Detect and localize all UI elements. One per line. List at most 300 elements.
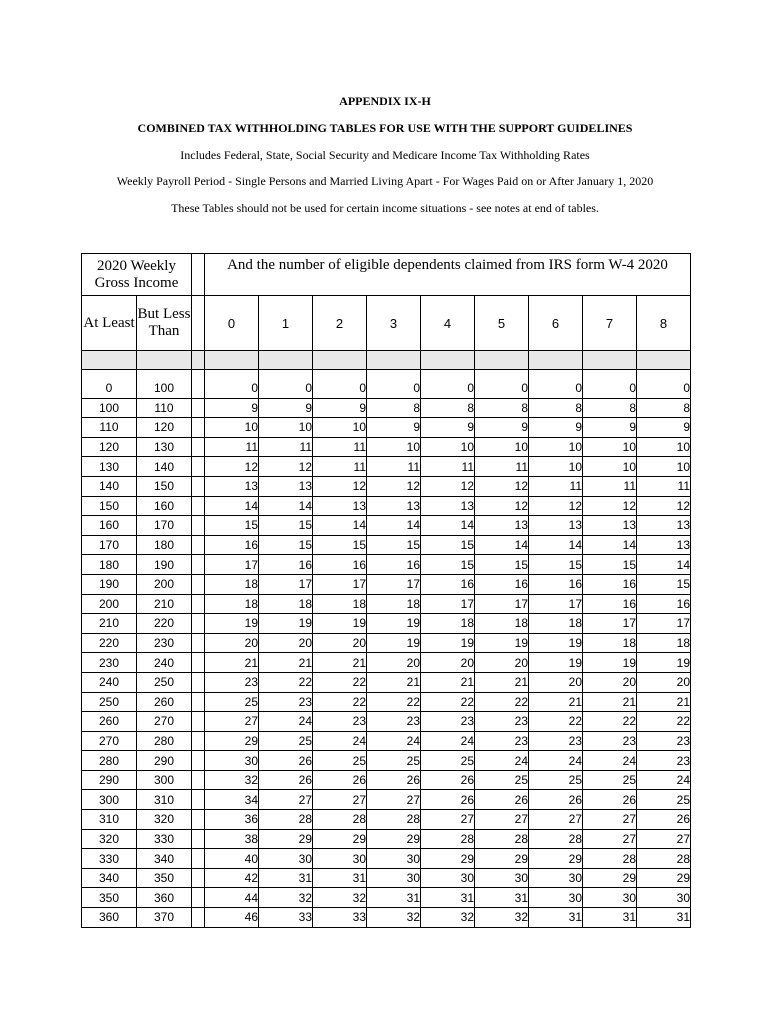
withholding-value-cell: 26: [259, 751, 313, 771]
spacer-cell: [192, 614, 205, 634]
withholding-value-cell: 19: [637, 653, 691, 673]
withholding-value-cell: 26: [259, 770, 313, 790]
withholding-value-cell: 11: [421, 457, 475, 477]
less-than-cell: 260: [137, 692, 192, 712]
less-than-cell: 120: [137, 418, 192, 438]
spacer-cell: [192, 437, 205, 457]
withholding-value-cell: 30: [367, 849, 421, 869]
less-than-cell: 220: [137, 614, 192, 634]
withholding-value-cell: 28: [259, 810, 313, 830]
withholding-value-cell: 23: [583, 731, 637, 751]
at-least-cell: 240: [82, 672, 137, 692]
spacer-cell: [192, 555, 205, 575]
withholding-value-cell: 17: [259, 574, 313, 594]
withholding-value-cell: 21: [313, 653, 367, 673]
withholding-value-cell: 10: [529, 457, 583, 477]
withholding-value-cell: 29: [259, 829, 313, 849]
withholding-value-cell: 28: [421, 829, 475, 849]
withholding-value-cell: 28: [367, 810, 421, 830]
withholding-value-cell: 10: [205, 418, 259, 438]
withholding-value-cell: 13: [205, 476, 259, 496]
withholding-value-cell: 16: [205, 535, 259, 555]
at-least-cell: 230: [82, 653, 137, 673]
withholding-value-cell: 19: [583, 653, 637, 673]
withholding-value-cell: 14: [313, 516, 367, 536]
withholding-value-cell: 13: [475, 516, 529, 536]
table-row: [82, 437, 691, 457]
withholding-value-cell: 19: [313, 614, 367, 634]
withholding-value-cell: 32: [205, 770, 259, 790]
withholding-value-cell: 30: [583, 888, 637, 908]
withholding-value-cell: 0: [529, 379, 583, 398]
less-than-cell: 110: [137, 398, 192, 418]
less-than-cell: 100: [137, 379, 192, 398]
withholding-value-cell: 22: [529, 712, 583, 732]
table-row: [82, 555, 691, 575]
table-row: [82, 849, 691, 869]
withholding-value-cell: 15: [475, 555, 529, 575]
withholding-value-cell: 29: [475, 849, 529, 869]
subtitle-notes: These Tables should not be used for certain income situations - see notes at end of tables.: [171, 201, 599, 215]
withholding-value-cell: 8: [475, 398, 529, 418]
at-least-cell: 220: [82, 633, 137, 653]
at-least-cell: 290: [82, 770, 137, 790]
withholding-value-cell: 28: [583, 849, 637, 869]
dependents-column-header: 6: [529, 296, 583, 351]
spacer-cell: [192, 457, 205, 477]
spacer-cell: [192, 516, 205, 536]
less-than-cell: 270: [137, 712, 192, 732]
withholding-value-cell: 13: [421, 496, 475, 516]
withholding-value-cell: 31: [421, 888, 475, 908]
at-least-cell: 360: [82, 908, 137, 928]
dependents-column-header: 8: [637, 296, 691, 351]
withholding-value-cell: 11: [367, 457, 421, 477]
withholding-value-cell: 14: [421, 516, 475, 536]
withholding-value-cell: 10: [367, 437, 421, 457]
withholding-value-cell: 27: [421, 810, 475, 830]
withholding-value-cell: 11: [637, 476, 691, 496]
withholding-value-cell: 17: [637, 614, 691, 634]
withholding-value-cell: 30: [313, 849, 367, 869]
withholding-value-cell: 27: [583, 810, 637, 830]
withholding-value-cell: 26: [529, 790, 583, 810]
spacer-cell: [192, 712, 205, 732]
withholding-value-cell: 17: [313, 574, 367, 594]
withholding-value-cell: 27: [205, 712, 259, 732]
table-row: [82, 398, 691, 418]
table-row: [82, 672, 691, 692]
withholding-value-cell: 40: [205, 849, 259, 869]
at-least-cell: 300: [82, 790, 137, 810]
table-row: [82, 418, 691, 438]
withholding-value-cell: 23: [313, 712, 367, 732]
withholding-value-cell: 11: [583, 476, 637, 496]
withholding-value-cell: 24: [421, 731, 475, 751]
withholding-value-cell: 16: [583, 594, 637, 614]
withholding-value-cell: 17: [475, 594, 529, 614]
at-least-cell: 120: [82, 437, 137, 457]
withholding-value-cell: 10: [259, 418, 313, 438]
spacer-cell: [192, 908, 205, 928]
withholding-value-cell: 22: [259, 672, 313, 692]
appendix-title: APPENDIX IX-H: [339, 94, 431, 108]
withholding-value-cell: 16: [313, 555, 367, 575]
withholding-value-cell: 18: [529, 614, 583, 634]
withholding-value-cell: 21: [367, 672, 421, 692]
spacer-cell: [192, 594, 205, 614]
withholding-value-cell: 28: [637, 849, 691, 869]
spacer-cell: [192, 868, 205, 888]
at-least-cell: 170: [82, 535, 137, 555]
withholding-value-cell: 17: [367, 574, 421, 594]
withholding-value-cell: 24: [367, 731, 421, 751]
spacer-cell: [192, 296, 205, 351]
withholding-value-cell: 9: [475, 418, 529, 438]
less-than-cell: 330: [137, 829, 192, 849]
withholding-value-cell: 0: [313, 379, 367, 398]
withholding-value-cell: 15: [529, 555, 583, 575]
less-than-cell: 240: [137, 653, 192, 673]
withholding-value-cell: 18: [583, 633, 637, 653]
withholding-value-cell: 20: [259, 633, 313, 653]
withholding-value-cell: 16: [583, 574, 637, 594]
less-than-cell: 160: [137, 496, 192, 516]
at-least-cell: 110: [82, 418, 137, 438]
withholding-value-cell: 24: [475, 751, 529, 771]
withholding-value-cell: 23: [367, 712, 421, 732]
at-least-cell: 340: [82, 868, 137, 888]
withholding-value-cell: 17: [529, 594, 583, 614]
withholding-value-cell: 8: [583, 398, 637, 418]
spacer-cell: [192, 810, 205, 830]
table-row: [82, 516, 691, 536]
withholding-value-cell: 32: [259, 888, 313, 908]
withholding-value-cell: 19: [421, 633, 475, 653]
withholding-value-cell: 23: [637, 731, 691, 751]
withholding-value-cell: 24: [529, 751, 583, 771]
subtitle-payroll-period: Weekly Payroll Period - Single Persons and Married Living Apart - For Wages Paid on or After January 1, 2020: [116, 174, 654, 188]
withholding-value-cell: 25: [529, 770, 583, 790]
at-least-cell: 160: [82, 516, 137, 536]
withholding-value-cell: 20: [421, 653, 475, 673]
withholding-value-cell: 17: [205, 555, 259, 575]
withholding-value-cell: 23: [637, 751, 691, 771]
withholding-value-cell: 26: [367, 770, 421, 790]
at-least-cell: 150: [82, 496, 137, 516]
withholding-value-cell: 15: [313, 535, 367, 555]
withholding-value-cell: 13: [583, 516, 637, 536]
withholding-value-cell: 17: [583, 614, 637, 634]
withholding-value-cell: 10: [475, 437, 529, 457]
withholding-value-cell: 27: [259, 790, 313, 810]
withholding-value-cell: 13: [637, 535, 691, 555]
withholding-value-cell: 25: [259, 731, 313, 751]
spacer-cell: [192, 849, 205, 869]
dependents-column-header: 7: [583, 296, 637, 351]
withholding-value-cell: 11: [259, 437, 313, 457]
shaded-separator-row: [82, 351, 691, 370]
withholding-value-cell: 20: [205, 633, 259, 653]
withholding-value-cell: 10: [313, 418, 367, 438]
spacer-cell: [192, 418, 205, 438]
withholding-value-cell: 11: [313, 437, 367, 457]
less-than-cell: 190: [137, 555, 192, 575]
withholding-value-cell: 18: [475, 614, 529, 634]
withholding-value-cell: 19: [367, 614, 421, 634]
withholding-value-cell: 28: [475, 829, 529, 849]
withholding-value-cell: 29: [637, 868, 691, 888]
withholding-value-cell: 9: [367, 418, 421, 438]
withholding-value-cell: 20: [637, 672, 691, 692]
at-least-cell: 100: [82, 398, 137, 418]
withholding-value-cell: 23: [475, 712, 529, 732]
spacer-cell: [192, 379, 205, 398]
withholding-value-cell: 18: [421, 614, 475, 634]
table-row: [82, 653, 691, 673]
withholding-value-cell: 8: [421, 398, 475, 418]
less-than-cell: 360: [137, 888, 192, 908]
withholding-value-cell: 24: [637, 770, 691, 790]
at-least-cell: 260: [82, 712, 137, 732]
withholding-value-cell: 29: [583, 868, 637, 888]
withholding-value-cell: 27: [313, 790, 367, 810]
at-least-cell: 200: [82, 594, 137, 614]
withholding-value-cell: 15: [583, 555, 637, 575]
less-than-cell: 130: [137, 437, 192, 457]
withholding-value-cell: 28: [529, 829, 583, 849]
withholding-value-cell: 18: [205, 594, 259, 614]
withholding-value-cell: 16: [529, 574, 583, 594]
table-row: [82, 614, 691, 634]
withholding-value-cell: 15: [259, 516, 313, 536]
withholding-value-cell: 32: [367, 908, 421, 928]
withholding-value-cell: 25: [313, 751, 367, 771]
at-least-cell: 250: [82, 692, 137, 712]
spacer-cell: [192, 254, 205, 296]
withholding-value-cell: 14: [367, 516, 421, 536]
withholding-value-cell: 33: [313, 908, 367, 928]
dependents-column-header: 1: [259, 296, 313, 351]
table-row: [82, 633, 691, 653]
spacer-cell: [192, 751, 205, 771]
withholding-value-cell: 16: [259, 555, 313, 575]
less-than-cell: 300: [137, 770, 192, 790]
withholding-value-cell: 31: [259, 868, 313, 888]
withholding-value-cell: 14: [583, 535, 637, 555]
withholding-value-cell: 14: [205, 496, 259, 516]
withholding-value-cell: 20: [529, 672, 583, 692]
withholding-value-cell: 30: [205, 751, 259, 771]
less-than-cell: 140: [137, 457, 192, 477]
table-row: [82, 496, 691, 516]
withholding-value-cell: 31: [583, 908, 637, 928]
less-than-cell: 310: [137, 790, 192, 810]
withholding-value-cell: 44: [205, 888, 259, 908]
withholding-value-cell: 27: [367, 790, 421, 810]
withholding-value-cell: 13: [313, 496, 367, 516]
withholding-value-cell: 0: [421, 379, 475, 398]
withholding-value-cell: 12: [583, 496, 637, 516]
withholding-value-cell: 17: [421, 594, 475, 614]
withholding-value-cell: 12: [313, 476, 367, 496]
withholding-value-cell: 30: [421, 868, 475, 888]
withholding-value-cell: 20: [583, 672, 637, 692]
table-row: [82, 770, 691, 790]
withholding-value-cell: 30: [259, 849, 313, 869]
dependents-header: And the number of eligible dependents claimed from IRS form W-4 2020: [205, 254, 691, 296]
spacer-cell: [192, 574, 205, 594]
subtitle-rates: Includes Federal, State, Social Security and Medicare Income Tax Withholding Rates: [180, 148, 590, 162]
withholding-value-cell: 29: [313, 829, 367, 849]
withholding-value-cell: 11: [205, 437, 259, 457]
withholding-value-cell: 9: [259, 398, 313, 418]
spacer-cell: [192, 770, 205, 790]
withholding-value-cell: 0: [637, 379, 691, 398]
spacer-cell: [192, 829, 205, 849]
dependents-column-header: 3: [367, 296, 421, 351]
withholding-value-cell: 24: [583, 751, 637, 771]
spacer-cell: [192, 633, 205, 653]
withholding-value-cell: 31: [367, 888, 421, 908]
withholding-value-cell: 42: [205, 868, 259, 888]
withholding-value-cell: 31: [313, 868, 367, 888]
withholding-value-cell: 13: [637, 516, 691, 536]
withholding-value-cell: 26: [637, 810, 691, 830]
table-row: [82, 476, 691, 496]
withholding-value-cell: 15: [637, 574, 691, 594]
table-row: [82, 574, 691, 594]
at-least-cell: 350: [82, 888, 137, 908]
withholding-value-cell: 25: [367, 751, 421, 771]
withholding-value-cell: 23: [421, 712, 475, 732]
withholding-value-cell: 25: [637, 790, 691, 810]
less-than-cell: 350: [137, 868, 192, 888]
withholding-value-cell: 25: [205, 692, 259, 712]
withholding-value-cell: 14: [529, 535, 583, 555]
withholding-value-cell: 12: [259, 457, 313, 477]
spacer-cell: [192, 496, 205, 516]
main-title: COMBINED TAX WITHHOLDING TABLES FOR USE WITH THE SUPPORT GUIDELINES: [137, 121, 633, 135]
table-body: [82, 379, 691, 927]
table-row: [82, 457, 691, 477]
withholding-value-cell: 22: [367, 692, 421, 712]
withholding-value-cell: 29: [367, 829, 421, 849]
dependents-column-header: 0: [205, 296, 259, 351]
withholding-value-cell: 12: [475, 496, 529, 516]
at-least-cell: 130: [82, 457, 137, 477]
withholding-value-cell: 28: [313, 810, 367, 830]
dependents-column-header: 2: [313, 296, 367, 351]
at-least-cell: 330: [82, 849, 137, 869]
table-row: [82, 888, 691, 908]
withholding-value-cell: 15: [205, 516, 259, 536]
spacer-cell: [192, 790, 205, 810]
withholding-value-cell: 23: [475, 731, 529, 751]
withholding-value-cell: 12: [421, 476, 475, 496]
spacer-cell: [192, 888, 205, 908]
withholding-value-cell: 20: [313, 633, 367, 653]
withholding-value-cell: 12: [529, 496, 583, 516]
withholding-value-cell: 11: [475, 457, 529, 477]
spacer-cell: [192, 476, 205, 496]
table-row: [82, 692, 691, 712]
less-than-cell: 290: [137, 751, 192, 771]
withholding-value-cell: 26: [421, 790, 475, 810]
less-than-cell: 180: [137, 535, 192, 555]
table-row: [82, 751, 691, 771]
withholding-value-cell: 31: [529, 908, 583, 928]
withholding-value-cell: 26: [583, 790, 637, 810]
withholding-value-cell: 31: [637, 908, 691, 928]
withholding-value-cell: 27: [637, 829, 691, 849]
table-row: [82, 712, 691, 732]
at-least-cell: 190: [82, 574, 137, 594]
withholding-value-cell: 31: [475, 888, 529, 908]
withholding-value-cell: 33: [259, 908, 313, 928]
table-row: [82, 594, 691, 614]
withholding-value-cell: 32: [421, 908, 475, 928]
withholding-value-cell: 8: [529, 398, 583, 418]
withholding-value-cell: 27: [583, 829, 637, 849]
withholding-value-cell: 19: [367, 633, 421, 653]
less-than-cell: 210: [137, 594, 192, 614]
withholding-value-cell: 36: [205, 810, 259, 830]
withholding-value-cell: 9: [421, 418, 475, 438]
withholding-value-cell: 26: [313, 770, 367, 790]
withholding-value-cell: 14: [475, 535, 529, 555]
withholding-value-cell: 15: [421, 535, 475, 555]
withholding-value-cell: 22: [583, 712, 637, 732]
withholding-value-cell: 14: [637, 555, 691, 575]
less-than-cell: 150: [137, 476, 192, 496]
withholding-value-cell: 8: [367, 398, 421, 418]
at-least-cell: 310: [82, 810, 137, 830]
withholding-value-cell: 15: [367, 535, 421, 555]
spacer-cell: [192, 653, 205, 673]
spacer-cell: [192, 672, 205, 692]
less-than-cell: 230: [137, 633, 192, 653]
withholding-value-cell: 8: [637, 398, 691, 418]
withholding-value-cell: 16: [367, 555, 421, 575]
withholding-value-cell: 13: [367, 496, 421, 516]
withholding-value-cell: 14: [259, 496, 313, 516]
withholding-value-cell: 15: [259, 535, 313, 555]
withholding-value-cell: 38: [205, 829, 259, 849]
withholding-value-cell: 18: [259, 594, 313, 614]
withholding-value-cell: 11: [529, 476, 583, 496]
dependents-column-header: 5: [475, 296, 529, 351]
less-than-cell: 320: [137, 810, 192, 830]
withholding-value-cell: 20: [367, 653, 421, 673]
at-least-cell: 140: [82, 476, 137, 496]
less-than-cell: 200: [137, 574, 192, 594]
withholding-value-cell: 24: [259, 712, 313, 732]
withholding-value-cell: 32: [475, 908, 529, 928]
withholding-value-cell: 24: [313, 731, 367, 751]
withholding-value-cell: 22: [421, 692, 475, 712]
less-than-cell: 340: [137, 849, 192, 869]
spacer-cell: [192, 535, 205, 555]
less-than-cell: 250: [137, 672, 192, 692]
withholding-value-cell: 0: [583, 379, 637, 398]
withholding-value-cell: 18: [637, 633, 691, 653]
withholding-value-cell: 32: [313, 888, 367, 908]
withholding-value-cell: 21: [637, 692, 691, 712]
withholding-value-cell: 30: [367, 868, 421, 888]
withholding-value-cell: 13: [529, 516, 583, 536]
withholding-value-cell: 25: [421, 751, 475, 771]
